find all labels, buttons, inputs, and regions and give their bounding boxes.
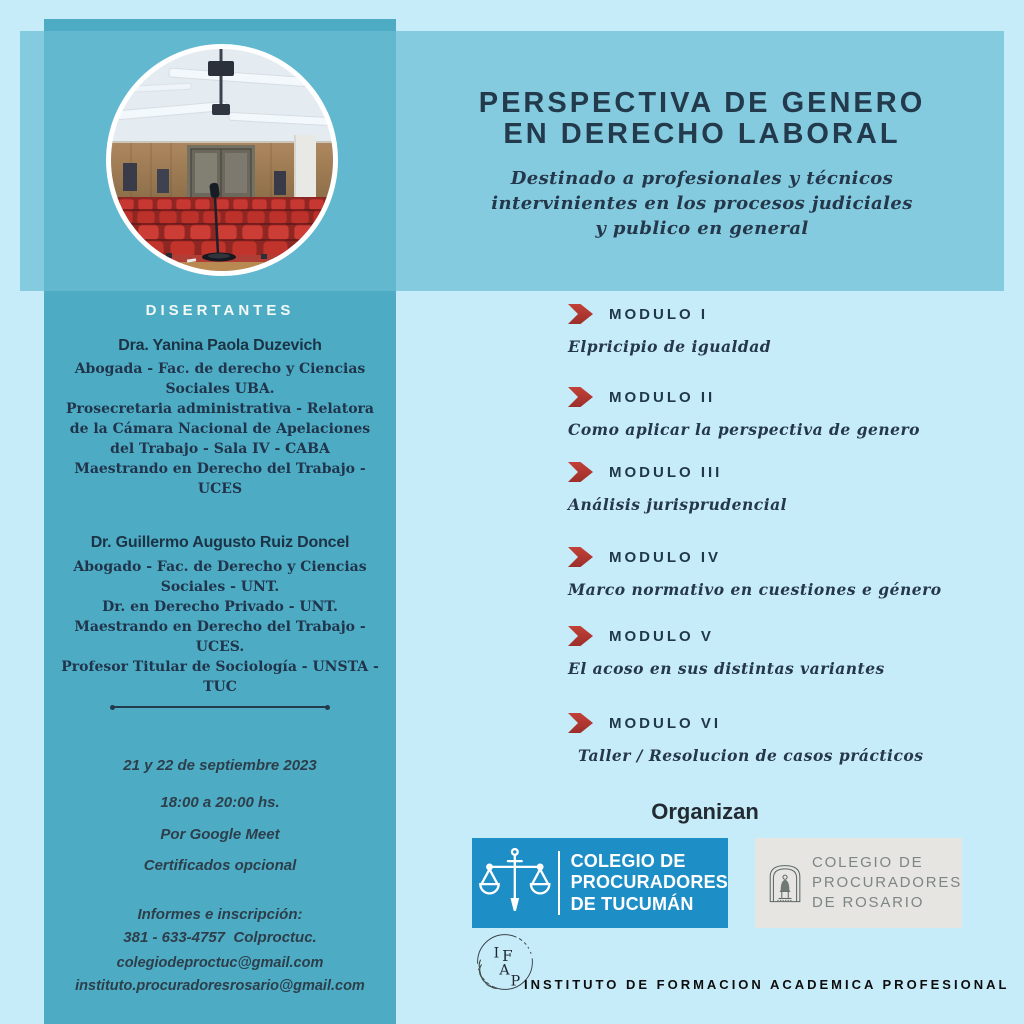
module-label: MODULO III <box>609 463 723 481</box>
module-description: Elpricipio de igualdad <box>568 337 772 356</box>
monogram-letter-p: P <box>510 973 521 990</box>
red-chevron-icon <box>568 462 593 482</box>
rosario-logo-text <box>812 853 962 913</box>
module-item-1 <box>568 304 771 356</box>
page-subtitle <box>400 166 1004 241</box>
speaker-2-detail: Abogado - Fac. de Derecho y Ciencias Sociales - UNT. <box>73 559 367 595</box>
event-time: 18:00 a 20:00 hs. <box>160 794 280 811</box>
rosario-line: DE ROSARIO <box>812 894 925 911</box>
scales-of-justice-icon <box>478 845 552 921</box>
monogram-letter-f: F <box>502 947 513 966</box>
speaker-1-name: Dra. Yanina Paola Duzevich <box>118 337 322 354</box>
event-dates: 21 y 22 de septiembre 2023 <box>123 757 317 774</box>
speaker-2-detail: Maestrando en Derecho del Trabajo - UCES. <box>74 619 366 655</box>
module-label: MODULO II <box>609 388 716 406</box>
logo-divider <box>558 851 560 915</box>
contact-email-tucuman: colegiodeproctuc@gmail.com <box>116 955 324 971</box>
red-chevron-icon <box>568 387 593 407</box>
rosario-seal-icon <box>767 852 803 914</box>
module-label: MODULO V <box>609 627 714 645</box>
module-label: MODULO VI <box>609 714 721 732</box>
page-title <box>400 88 1004 150</box>
disertantes-heading: DISERTANTES <box>145 302 295 319</box>
logo-colegio-procuradores-rosario <box>755 838 962 928</box>
module-description: Taller / Resolucion de casos prácticos <box>578 746 924 765</box>
speaker-1-detail: Maestrando en Derecho del Trabajo - UCES <box>74 461 366 497</box>
organizers-heading: Organizan <box>651 799 759 824</box>
red-chevron-icon <box>568 626 593 646</box>
subtitle-line: y publico en general <box>595 218 809 239</box>
module-description: El acoso en sus distintas variantes <box>568 659 885 678</box>
contact-email-rosario: instituto.procuradoresrosario@gmail.com <box>75 978 365 994</box>
rosario-line: COLEGIO DE <box>812 854 924 871</box>
speaker-2-detail: Profesor Titular de Sociología - UNSTA - TUC <box>61 659 379 695</box>
title-line-2: EN DERECHO LABORAL <box>503 118 901 150</box>
subtitle-line: intervinientes en los procesos judiciales <box>491 193 913 214</box>
section-divider <box>112 706 328 708</box>
subtitle-line: Destinado a profesionales y técnicos <box>510 168 894 189</box>
module-label: MODULO IV <box>609 548 721 566</box>
tucuman-line: DE TUCUMÁN <box>570 893 694 914</box>
red-chevron-icon <box>568 304 593 324</box>
monogram-letter-a: A <box>499 962 510 979</box>
speaker-2-name: Dr. Guillermo Augusto Ruiz Doncel <box>90 534 350 551</box>
contact-heading: Informes e inscripción: <box>137 906 303 923</box>
speaker-1-details <box>58 359 382 499</box>
institute-name: INSTITUTO DE FORMACION ACADEMICA PROFESIONAL <box>524 977 1010 992</box>
module-item-5 <box>568 626 885 678</box>
tucuman-line: COLEGIO DE <box>570 850 686 871</box>
module-item-2 <box>568 387 920 439</box>
speaker-1-detail: Abogada - Fac. de derecho y Ciencias Sociales UBA. <box>74 361 366 397</box>
certificates-note: Certificados opcional <box>143 857 297 874</box>
module-item-4 <box>568 547 942 599</box>
module-item-6 <box>568 713 923 765</box>
event-platform: Por Google Meet <box>160 826 280 843</box>
module-description: Análisis jurisprudencial <box>568 495 788 514</box>
title-line-1: PERSPECTIVA DE GENERO <box>478 87 926 119</box>
red-chevron-icon <box>568 713 593 733</box>
speaker-2-detail: Dr. en Derecho Privado - UNT. <box>102 599 338 615</box>
module-item-3 <box>568 462 787 514</box>
rosario-line: PROCURADORES <box>812 874 962 891</box>
red-chevron-icon <box>568 547 593 567</box>
module-description: Como aplicar la perspectiva de genero <box>568 420 920 439</box>
speaker-1-detail: Prosecretaria administrativa - Relatora de la Cámara Nacional de Apelaciones del Trabajo - Sala IV - CABA <box>65 401 375 457</box>
tucuman-logo-text <box>571 851 728 916</box>
logo-colegio-procuradores-tucuman <box>472 838 728 928</box>
contact-phone: 381 - 633-4757 Colproctuc. <box>123 929 317 946</box>
tucuman-line: PROCURADORES <box>570 872 728 893</box>
module-description: Marco normativo en cuestiones e género <box>568 580 942 599</box>
auditorium-photo <box>106 44 338 276</box>
monogram-letter-i: I <box>493 945 500 962</box>
module-label: MODULO I <box>609 305 708 323</box>
auditorium-photo-illustration <box>111 49 333 271</box>
speaker-2-details <box>58 557 382 697</box>
